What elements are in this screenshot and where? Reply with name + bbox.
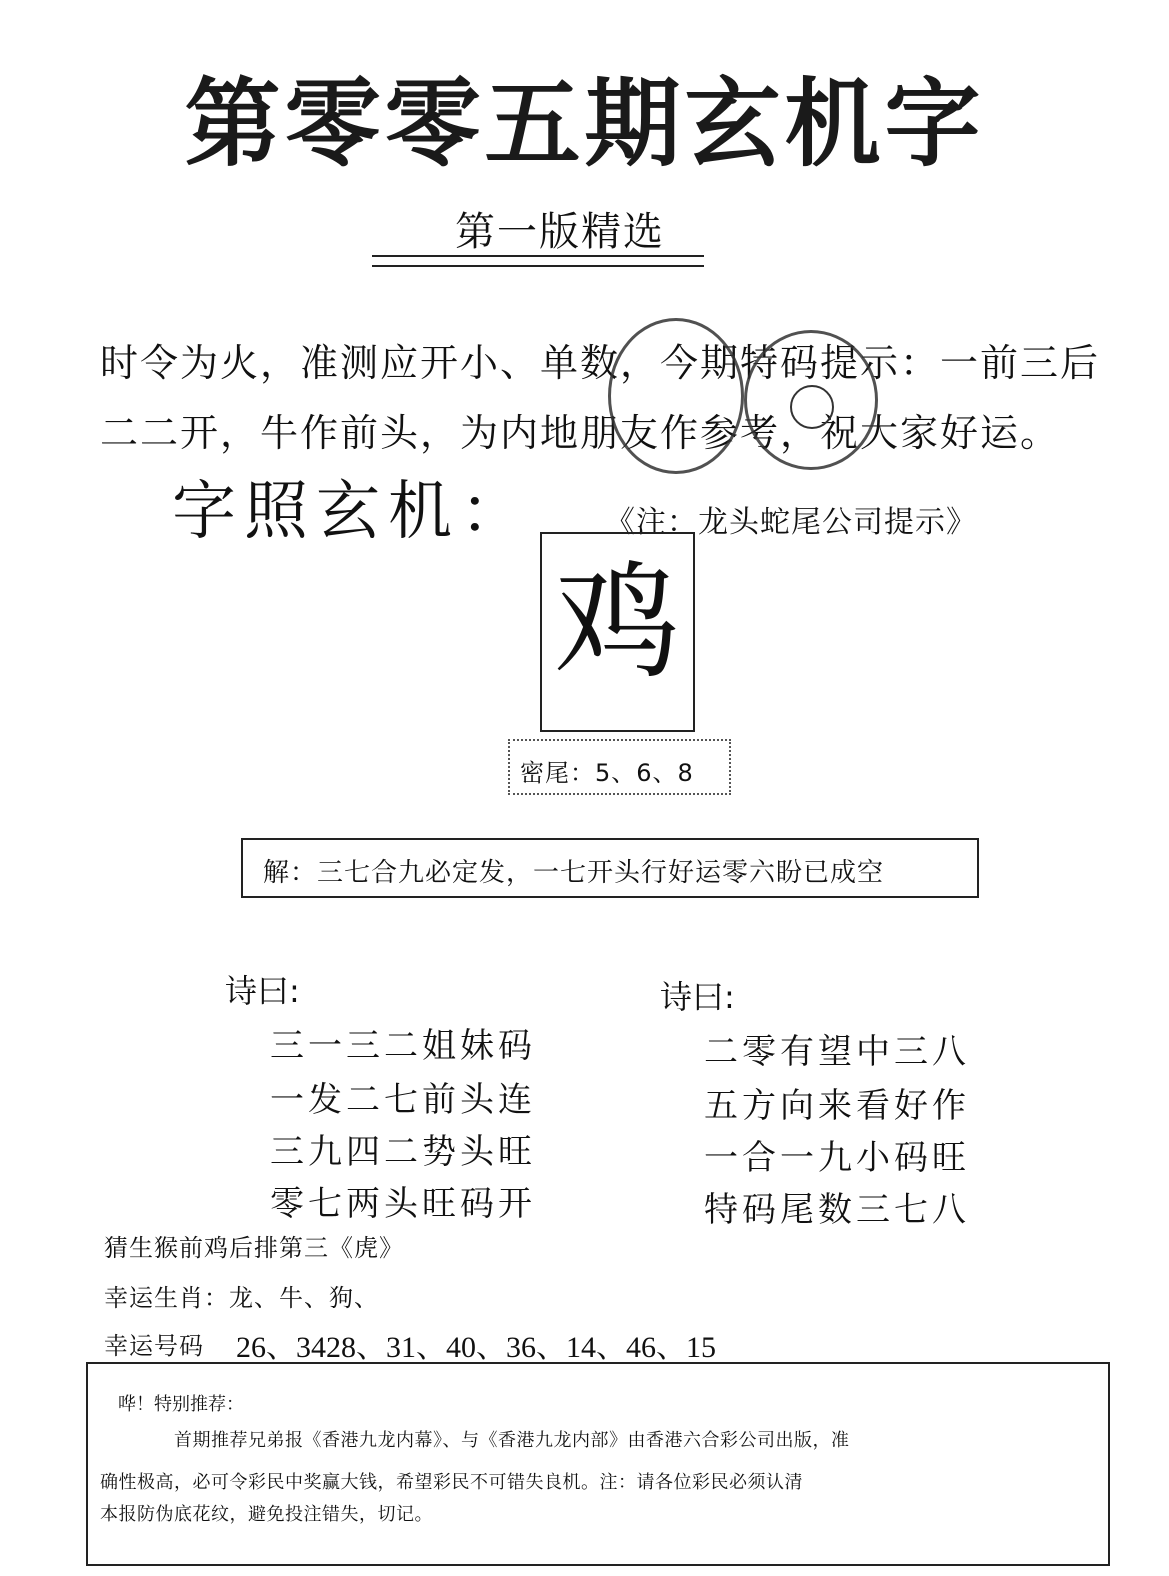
poem-left-line: 零七两头旺码开 <box>270 1184 536 1224</box>
seal-emblem-icon <box>790 385 834 429</box>
poem-right-label: 诗曰: <box>660 978 735 1016</box>
riddle-note: 《注：龙头蛇尾公司提示》 <box>605 505 977 540</box>
edition-subtitle: 第一版精选 <box>455 209 665 255</box>
lucky-zodiac: 幸运生肖：龙、牛、狗、 <box>104 1284 379 1312</box>
poem-right-line: 二零有望中三八 <box>704 1032 970 1072</box>
poem-left-label: 诗曰: <box>225 972 300 1010</box>
subtitle-underline <box>372 255 704 257</box>
intro-line-1: 时令为火，准测应开小、单数，今期特码提示：一前三后 <box>100 341 1101 385</box>
notice-heading: 哗！特别推荐： <box>118 1394 244 1415</box>
round-seal-stamp <box>608 318 744 474</box>
tail-number-text: 密尾：5、6、8 <box>520 759 694 787</box>
poem-left-line: 一发二七前头连 <box>270 1080 536 1120</box>
zodiac-guess: 猜生猴前鸡后排第三《虎》 <box>104 1234 404 1262</box>
riddle-heading: 字照玄机： <box>172 475 532 549</box>
subtitle-underline-second <box>372 265 704 267</box>
lucky-numbers-value: 26、3428、31、40、36、14、46、15 <box>236 1331 716 1364</box>
riddle-character: 鸡 <box>554 549 681 696</box>
poem-right-line: 特码尾数三七八 <box>704 1190 970 1230</box>
page-title: 第零零五期玄机字 <box>184 68 985 180</box>
intro-line-2: 二二开，牛作前头，为内地朋友作参考，祝大家好运。 <box>100 411 1061 455</box>
poem-right-line: 五方向来看好作 <box>704 1086 970 1126</box>
poem-right-line: 一合一九小码旺 <box>704 1138 970 1178</box>
explanation-text: 解：三七合九必定发，一七开头行好运零六盼已成空 <box>263 858 885 888</box>
poem-left-line: 三一三二姐妹码 <box>270 1026 536 1066</box>
poem-left-line: 三九四二势头旺 <box>270 1132 536 1172</box>
notice-line-2: 确性极高，必可令彩民中奖赢大钱，希望彩民不可错失良机。注：请各位彩民必须认清 <box>100 1472 803 1493</box>
notice-line-1: 首期推荐兄弟报《香港九龙内幕》、与《香港九龙内部》由香港六合彩公司出版，准 <box>174 1430 850 1451</box>
lucky-numbers-label: 幸运号码 <box>104 1332 204 1360</box>
notice-line-3: 本报防伪底花纹，避免投注错失，切记。 <box>100 1504 433 1525</box>
